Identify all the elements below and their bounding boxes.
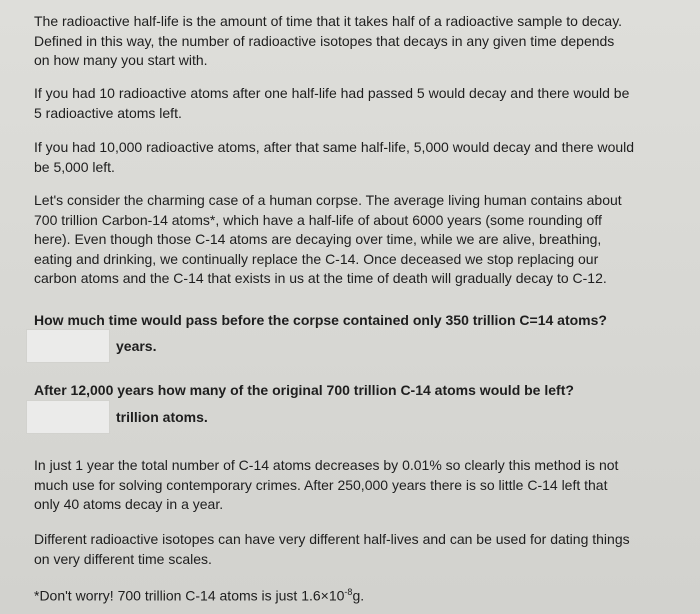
isotopes-paragraph [34,530,684,569]
corpse-line: Let's consider the charming case of a human corpse. The average living human contains about [34,192,622,208]
example-line: be 5,000 left. [34,158,115,175]
closing-line: only 40 atoms decay in a year. [34,496,224,512]
isotopes-line: Different radioactive isotopes can have very different half-lives and can be used for dating things [34,531,630,547]
question-1-answer-row [26,328,156,364]
question-2-answer-row [26,399,208,435]
intro-line: on how many you start with. [34,52,208,68]
closing-line: much use for solving contemporary crimes. After 250,000 years there is so little C-14 left that [34,476,608,493]
question-1-unit-label: years. [116,338,157,354]
question-1-prompt: How much time would pass before the corpse contained only 350 trillion C=14 atoms? [34,312,607,328]
example-10000-atoms-paragraph [34,138,684,177]
example-line: 5 radioactive atoms left. [34,104,182,121]
footnote-exponent: -8 [344,587,353,597]
example-line: If you had 10,000 radioactive atoms, after that same half-life, 5,000 would decay and there would [34,139,635,155]
footnote [34,583,684,606]
footnote-text: *Don't worry! 700 trillion C-14 atoms is just 1.6×10 [34,587,345,604]
footnote-unit: g. [352,587,365,604]
question-2-prompt: After 12,000 years how many of the original 700 trillion C-14 atoms would be left? [34,382,574,398]
corpse-paragraph [34,191,684,289]
isotopes-line: on very different time scales. [34,550,212,567]
question-2-answer-input[interactable] [26,400,110,434]
corpse-line: eating and drinking, we continually replace the C-14. Once deceased we stop replacing our [34,250,599,267]
closing-line: In just 1 year the total number of C-14 atoms decreases by 0.01% so clearly this method is not [34,457,619,473]
corpse-line: here). Even though those C-14 atoms are decaying over time, while we are alive, breathing, [34,231,602,247]
corpse-line: 700 trillion Carbon-14 atoms*, which have a half-life of about 6000 years (some rounding off [34,211,602,228]
example-line: If you had 10 radioactive atoms after one half-life had passed 5 would decay and there would be [34,85,630,101]
closing-paragraph [34,456,684,515]
question-2-unit-label: trillion atoms. [116,409,208,425]
corpse-line: carbon atoms and the C-14 that exists in us at the time of death will gradually decay to C-12. [34,270,607,286]
question-1-answer-input[interactable] [26,329,110,363]
intro-paragraph [34,12,684,71]
example-10-atoms-paragraph [34,84,684,123]
intro-line: Defined in this way, the number of radioactive isotopes that decays in any given time depends [34,32,615,49]
intro-line: The radioactive half-life is the amount of time that it takes half of a radioactive sample to decay. [34,13,623,29]
